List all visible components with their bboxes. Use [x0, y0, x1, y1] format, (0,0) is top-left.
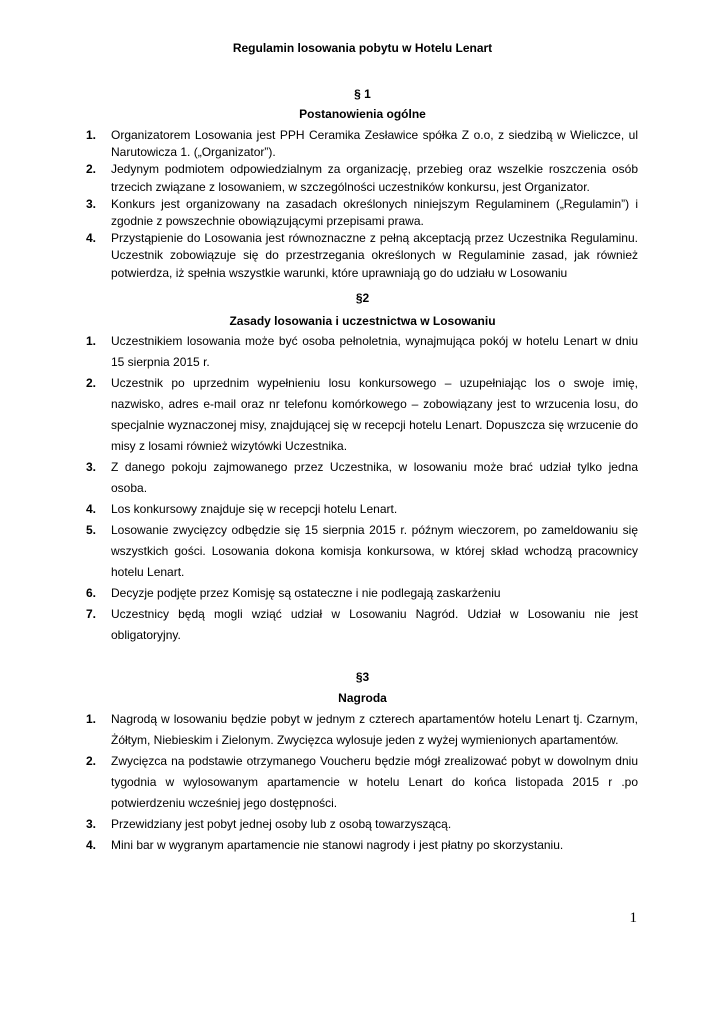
item-text: Przewidziany jest pobyt jednej osoby lub z osobą towarzyszącą. — [111, 817, 452, 831]
list-item — [86, 373, 638, 457]
list-item — [86, 709, 638, 751]
item-number: 3. — [86, 196, 97, 211]
list-item — [86, 457, 638, 499]
item-number: 4. — [86, 231, 97, 246]
list-item — [86, 161, 638, 195]
item-text: Przystąpienie do Losowania jest równoznaczne z pełną akceptacją przez Uczestnika Regulaminu. Uczestnik zobowiązuje się do przestrzegania określonych w Regulaminie zasad, jak również potwierdza, iż spełnia wszystkie warunki, które uprawniają go do udziału w Losowaniu — [111, 231, 638, 280]
item-number: 7. — [86, 607, 97, 621]
page-number: 1 — [629, 910, 637, 926]
list-item — [86, 520, 638, 583]
item-number: 5. — [86, 523, 97, 537]
item-text: Jedynym podmiotem odpowiedzialnym za organizację, przebieg oraz wszelkie roszczenia osób trzecich związane z losowaniem, w szczególności uczestników konkursu, jest Organizator. — [111, 162, 638, 194]
item-text: Uczestnikiem losowania może być osoba pełnoletnia, wynajmująca pokój w hotelu Lenart w dniu 15 sierpnia 2015 r. — [111, 334, 638, 369]
list-item — [86, 814, 638, 835]
item-number: 2. — [86, 162, 97, 177]
section-2-number: §2 — [355, 291, 370, 305]
list-item — [86, 196, 638, 230]
item-text: Nagrodą w losowaniu będzie pobyt w jednym z czterech apartamentów hotelu Lenart tj. Czarnym, Żółtym, Niebieskim i Zielonym. Zwycięzca wylosuje jeden z wyżej wymienionych apartamentów. — [111, 712, 638, 747]
item-number: 1. — [86, 128, 97, 142]
section-3-list — [86, 709, 638, 856]
item-text: Losowanie zwycięzcy odbędzie się 15 sierpnia 2015 r. późnym wieczorem, po zameldowaniu się wszystkich gości. Losowania dokona komisja konkursowa, w której skład wchodzą pracownicy hotelu Lenart. — [111, 523, 638, 579]
item-text: Uczestnicy będą mogli wziąć udział w Losowaniu Nagród. Udział w Losowaniu nie jest obligatoryjny. — [111, 607, 638, 642]
list-item — [86, 331, 638, 373]
list-item — [86, 835, 638, 856]
list-item — [86, 604, 638, 646]
item-number: 1. — [86, 712, 97, 726]
item-text: Zwycięzca na podstawie otrzymanego Voucheru będzie mógł zrealizować pobyt w dowolnym dniu tygodnia w wylosowanym apartamencie w hotelu Lenart do końca listopada 2015 r .po potwierdzeniu wcześniej jego dostępności. — [111, 754, 638, 810]
item-number: 3. — [86, 817, 97, 831]
item-number: 1. — [86, 334, 97, 348]
item-text: Decyzje podjęte przez Komisję są ostateczne i nie podlegają zaskarżeniu — [111, 586, 501, 600]
item-text: Organizatorem Losowania jest PPH Ceramika Zesławice spółka Z o.o, z siedzibą w Wieliczce, ul Narutowicza 1. („Organizator”). — [111, 128, 638, 160]
item-text: Mini bar w wygranym apartamencie nie stanowi nagrody i jest płatny po skorzystaniu. — [111, 838, 564, 852]
item-number: 3. — [86, 460, 97, 474]
section-3-heading: Nagroda — [338, 691, 387, 705]
list-item — [86, 127, 638, 161]
item-number: 2. — [86, 376, 97, 390]
list-item — [86, 751, 638, 814]
item-text: Konkurs jest organizowany na zasadach określonych niniejszym Regulaminem („Regulamin”) i zgodnie z powszechnie obowiązującymi przepisami prawa. — [111, 196, 638, 229]
section-1-list — [86, 127, 638, 282]
item-number: 2. — [86, 754, 97, 768]
section-1-number: § 1 — [354, 87, 371, 101]
item-number: 4. — [86, 502, 97, 516]
list-item — [86, 230, 638, 282]
item-number: 6. — [86, 586, 97, 600]
section-3-number: §3 — [355, 670, 370, 684]
item-text: Los konkursowy znajduje się w recepcji hotelu Lenart. — [111, 502, 398, 516]
item-text: Uczestnik po uprzednim wypełnieniu losu konkursowego – uzupełniając los o swoje imię, nazwisko, adres e-mail oraz nr telefonu komórkowego – zobowiązany jest to wrzucenia losu, do specjalnie wyznaczonej misy, znajdującej się w recepcji hotelu Lenart. Dopuszcza się wrzucenie do misy z losami również wizytówki Uczestnika. — [111, 376, 638, 453]
section-2-heading: Zasady losowania i uczestnictwa w Losowaniu — [229, 314, 496, 328]
list-item — [86, 499, 638, 520]
list-item — [86, 583, 638, 604]
item-number: 4. — [86, 838, 97, 852]
section-2-list — [86, 331, 638, 646]
section-1-heading: Postanowienia ogólne — [299, 107, 426, 121]
document-title: Regulamin losowania pobytu w Hotelu Lenart — [232, 41, 493, 55]
item-text: Z danego pokoju zajmowanego przez Uczestnika, w losowaniu może brać udział tylko jedna osoba. — [111, 460, 638, 495]
